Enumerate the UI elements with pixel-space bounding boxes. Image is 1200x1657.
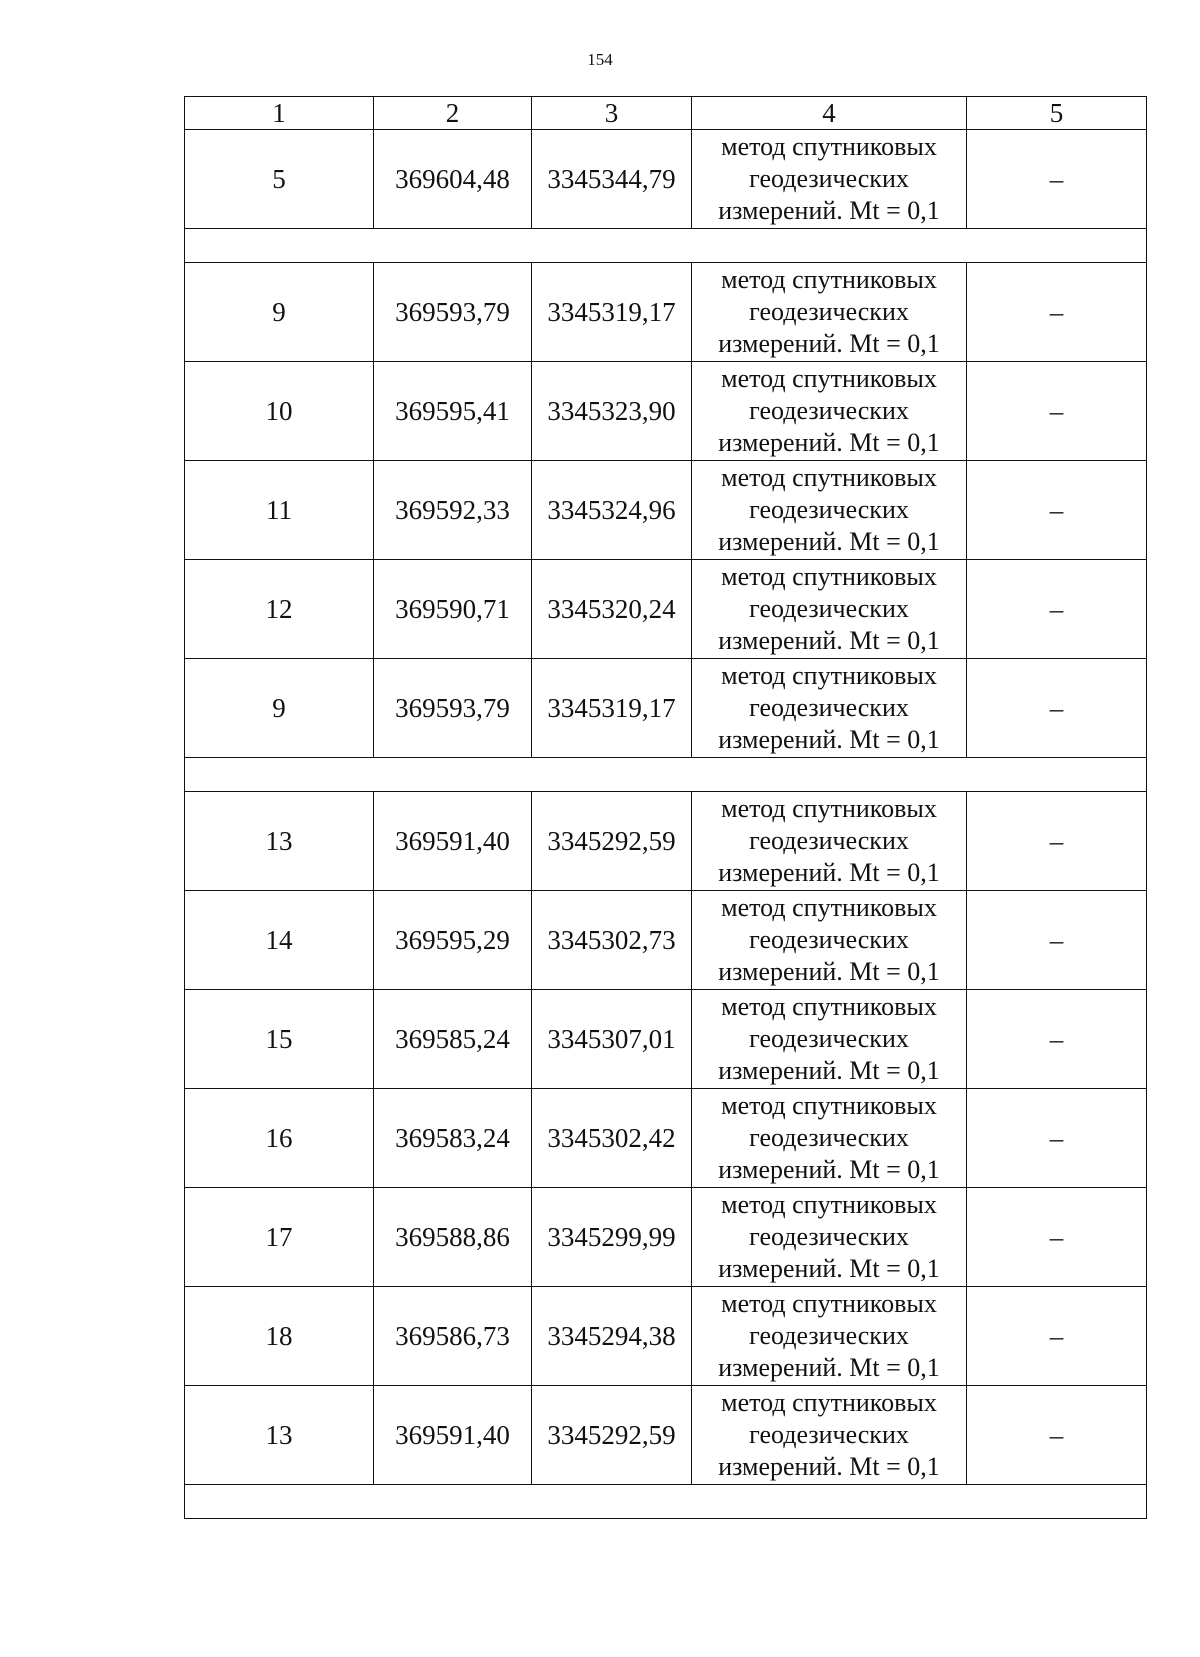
point-number-cell: 16 xyxy=(185,1089,374,1188)
note-cell: – xyxy=(967,990,1147,1089)
header-col-3: 3 xyxy=(532,97,692,130)
x-coordinate-cell: 369591,40 xyxy=(374,792,532,891)
point-number-cell: 5 xyxy=(185,130,374,229)
y-coordinate-cell: 3345294,38 xyxy=(532,1287,692,1386)
method-cell: метод спутниковых геодезических измерений. Mt = 0,1 xyxy=(692,990,967,1089)
separator-cell xyxy=(185,758,1147,792)
table-row xyxy=(185,891,1147,990)
header-col-2: 2 xyxy=(374,97,532,130)
table-row xyxy=(185,263,1147,362)
note-cell: – xyxy=(967,891,1147,990)
coordinates-table xyxy=(184,96,1147,1519)
table-header xyxy=(185,97,1147,130)
separator-cell xyxy=(185,229,1147,263)
y-coordinate-cell: 3345292,59 xyxy=(532,792,692,891)
point-number-cell: 17 xyxy=(185,1188,374,1287)
y-coordinate-cell: 3345319,17 xyxy=(532,263,692,362)
note-cell: – xyxy=(967,1188,1147,1287)
header-row xyxy=(185,97,1147,130)
table-row xyxy=(185,659,1147,758)
table-row xyxy=(185,362,1147,461)
y-coordinate-cell: 3345324,96 xyxy=(532,461,692,560)
y-coordinate-cell: 3345320,24 xyxy=(532,560,692,659)
point-number-cell: 11 xyxy=(185,461,374,560)
x-coordinate-cell: 369586,73 xyxy=(374,1287,532,1386)
header-col-1: 1 xyxy=(185,97,374,130)
table-row xyxy=(185,1287,1147,1386)
table-row xyxy=(185,792,1147,891)
point-number-cell: 14 xyxy=(185,891,374,990)
note-cell: – xyxy=(967,792,1147,891)
separator-cell xyxy=(185,1485,1147,1519)
separator-row xyxy=(185,229,1147,263)
y-coordinate-cell: 3345292,59 xyxy=(532,1386,692,1485)
table-row xyxy=(185,1089,1147,1188)
table-row xyxy=(185,560,1147,659)
note-cell: – xyxy=(967,362,1147,461)
method-cell: метод спутниковых геодезических измерений. Mt = 0,1 xyxy=(692,130,967,229)
method-cell: метод спутниковых геодезических измерений. Mt = 0,1 xyxy=(692,263,967,362)
x-coordinate-cell: 369604,48 xyxy=(374,130,532,229)
x-coordinate-cell: 369593,79 xyxy=(374,263,532,362)
method-cell: метод спутниковых геодезических измерений. Mt = 0,1 xyxy=(692,1287,967,1386)
point-number-cell: 12 xyxy=(185,560,374,659)
method-cell: метод спутниковых геодезических измерений. Mt = 0,1 xyxy=(692,1386,967,1485)
point-number-cell: 9 xyxy=(185,659,374,758)
y-coordinate-cell: 3345302,42 xyxy=(532,1089,692,1188)
note-cell: – xyxy=(967,263,1147,362)
table-row xyxy=(185,461,1147,560)
x-coordinate-cell: 369588,86 xyxy=(374,1188,532,1287)
x-coordinate-cell: 369592,33 xyxy=(374,461,532,560)
method-cell: метод спутниковых геодезических измерений. Mt = 0,1 xyxy=(692,560,967,659)
method-cell: метод спутниковых геодезических измерений. Mt = 0,1 xyxy=(692,1089,967,1188)
note-cell: – xyxy=(967,659,1147,758)
table-row xyxy=(185,1386,1147,1485)
x-coordinate-cell: 369591,40 xyxy=(374,1386,532,1485)
point-number-cell: 13 xyxy=(185,792,374,891)
header-col-5: 5 xyxy=(967,97,1147,130)
separator-row xyxy=(185,1485,1147,1519)
y-coordinate-cell: 3345302,73 xyxy=(532,891,692,990)
method-cell: метод спутниковых геодезических измерений. Mt = 0,1 xyxy=(692,891,967,990)
point-number-cell: 9 xyxy=(185,263,374,362)
note-cell: – xyxy=(967,130,1147,229)
note-cell: – xyxy=(967,1287,1147,1386)
x-coordinate-cell: 369585,24 xyxy=(374,990,532,1089)
x-coordinate-cell: 369593,79 xyxy=(374,659,532,758)
point-number-cell: 10 xyxy=(185,362,374,461)
header-col-4: 4 xyxy=(692,97,967,130)
table-row xyxy=(185,990,1147,1089)
y-coordinate-cell: 3345307,01 xyxy=(532,990,692,1089)
y-coordinate-cell: 3345323,90 xyxy=(532,362,692,461)
table-row xyxy=(185,130,1147,229)
method-cell: метод спутниковых геодезических измерений. Mt = 0,1 xyxy=(692,659,967,758)
x-coordinate-cell: 369590,71 xyxy=(374,560,532,659)
note-cell: – xyxy=(967,1089,1147,1188)
note-cell: – xyxy=(967,1386,1147,1485)
point-number-cell: 18 xyxy=(185,1287,374,1386)
method-cell: метод спутниковых геодезических измерений. Mt = 0,1 xyxy=(692,461,967,560)
method-cell: метод спутниковых геодезических измерений. Mt = 0,1 xyxy=(692,362,967,461)
separator-row xyxy=(185,758,1147,792)
note-cell: – xyxy=(967,560,1147,659)
y-coordinate-cell: 3345299,99 xyxy=(532,1188,692,1287)
point-number-cell: 13 xyxy=(185,1386,374,1485)
note-cell: – xyxy=(967,461,1147,560)
y-coordinate-cell: 3345344,79 xyxy=(532,130,692,229)
table-body xyxy=(185,130,1147,1519)
method-cell: метод спутниковых геодезических измерений. Mt = 0,1 xyxy=(692,792,967,891)
point-number-cell: 15 xyxy=(185,990,374,1089)
x-coordinate-cell: 369583,24 xyxy=(374,1089,532,1188)
page-number: 154 xyxy=(587,50,613,69)
table-row xyxy=(185,1188,1147,1287)
y-coordinate-cell: 3345319,17 xyxy=(532,659,692,758)
x-coordinate-cell: 369595,29 xyxy=(374,891,532,990)
x-coordinate-cell: 369595,41 xyxy=(374,362,532,461)
method-cell: метод спутниковых геодезических измерений. Mt = 0,1 xyxy=(692,1188,967,1287)
